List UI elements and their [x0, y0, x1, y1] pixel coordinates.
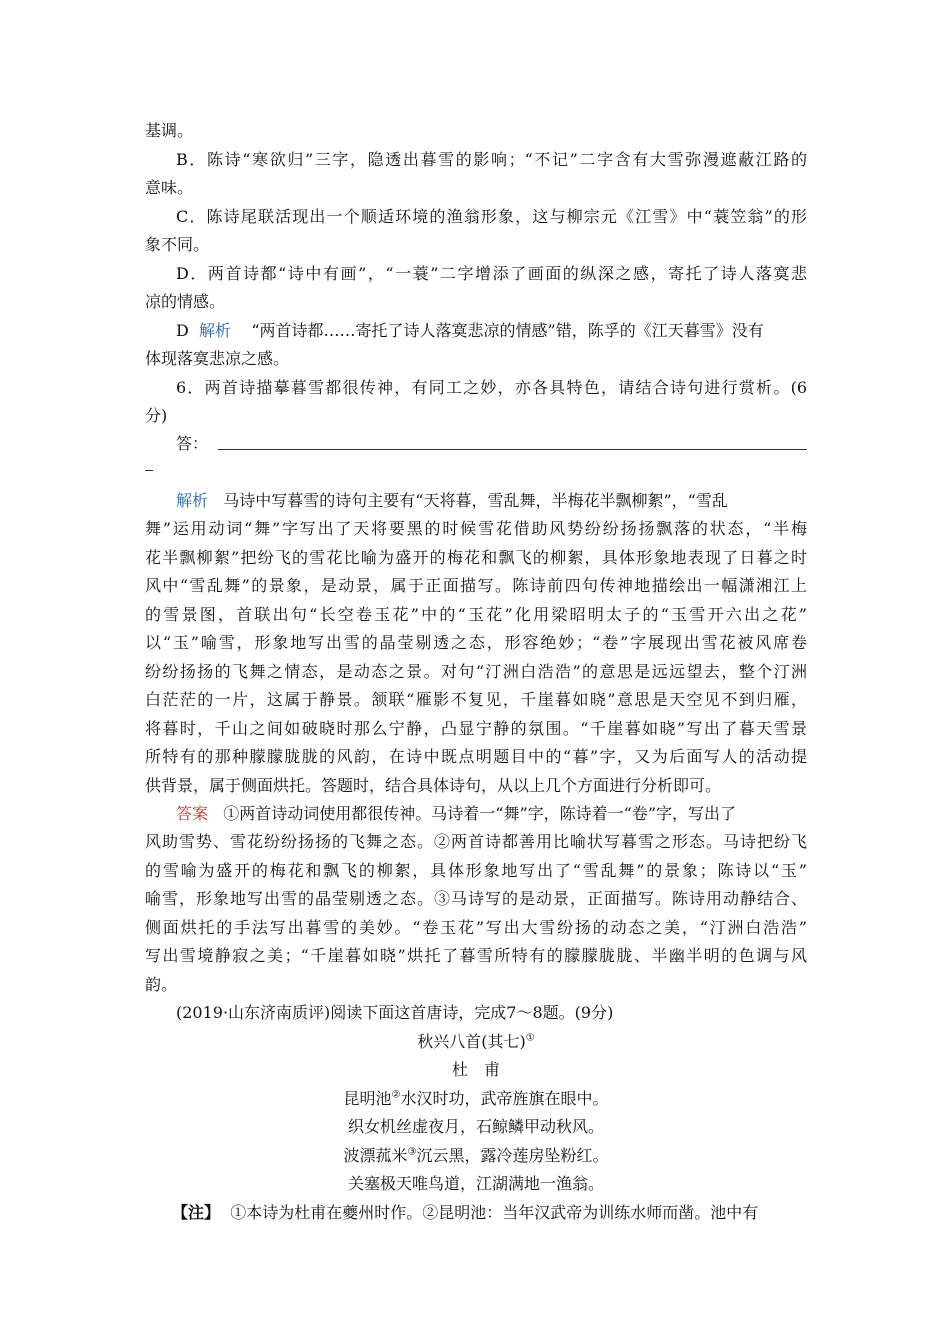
option-b-cont: 意味。: [145, 178, 194, 197]
analysis-6-line: 所特有的那种朦朦胧胧的风韵，在诗中既点明题目中的“暮”字，又为后面写人的活动提: [145, 747, 807, 766]
note-text: ①本诗为杜甫在夔州时作。②昆明池：当年汉武帝为训练水师而凿。池中有: [230, 1203, 759, 1222]
analysis-6-line: 供背景，属于侧面烘托。答题时，结合具体诗句，从以上几个方面进行分析即可。: [145, 776, 722, 795]
analysis-6-line: 纷纷扬扬的飞舞之情态，是动态之景。对句“汀洲白浩浩”的意思是远远望去，整个汀洲: [145, 662, 807, 681]
poem-title: 秋兴八首(其七)①: [417, 1032, 535, 1051]
note-line: [172, 1203, 812, 1223]
poem-line: 波漂菰米③沉云黑，露冷莲房坠粉红。: [343, 1146, 609, 1165]
answer-6-line: 喻雪，形象地写出雪的晶莹剔透之态。③马诗写的是动景，正面描写。陈诗用动静结合、: [145, 889, 807, 908]
analysis-6-line: 以“玉”喻雪，形象地写出雪的晶莹剔透之态，形容绝妙；“卷”字展现出雪花被风席卷: [145, 633, 807, 652]
analysis-6-line: 风中“雪乱舞”的景象，是动景，属于正面描写。陈诗前四句传神地描绘出一幅潇湘江上: [145, 576, 807, 595]
answer-blank-line: [218, 449, 807, 450]
answer-6-line: 韵。: [145, 975, 178, 994]
option-d-cont: 凉的情感。: [145, 292, 226, 311]
analysis-tag: 解析: [176, 491, 209, 510]
answer-5-line: [176, 321, 807, 341]
answer-6-line: 写出雪境静寂之美；“千崖暮如晓”烘托了暮雪所特有的朦朦胧胧、半幽半明的色调与风: [145, 946, 807, 965]
poem-line: 关塞极天唯鸟道，江湖满地一渔翁。: [347, 1174, 604, 1193]
answer-text: ①两首诗动词使用都很传神。马诗着一“舞”字，陈诗着一“卷”字，写出了: [223, 804, 737, 823]
footnote-marker: ③: [407, 1146, 417, 1158]
analysis-text: “两首诗都……寄托了诗人落寞悲凉的情感”错，陈孚的《江天暮雪》没有: [251, 321, 764, 340]
answer-label: 答：: [176, 434, 209, 453]
source-line: (2019·山东济南质评)阅读下面这首唐诗，完成7～8题。(9分): [176, 1003, 614, 1022]
answer-tag: 答案: [176, 804, 209, 823]
analysis-6-line: 舞”运用动词“舞”字写出了天将要黑的时候雪花借助风势纷纷扬扬飘落的状态，“半梅: [145, 519, 807, 538]
option-b: B．陈诗“寒欲归”三字，隐透出暮雪的影响；“不记”二字含有大雪弥漫遮蔽江路的: [176, 150, 807, 169]
note-tag: 【注】: [172, 1203, 221, 1222]
answer-6-line: 的雪喻为盛开的梅花和飘飞的柳絮，具体形象地写出了“雪乱舞”的景象；陈诗以“玉”: [145, 861, 807, 880]
option-c-cont: 象不同。: [145, 235, 210, 254]
answer-6-line: 风助雪势、雪花纷纷扬扬的飞舞之态。②两首诗都善用比喻状写暮雪之形态。马诗把纷飞: [145, 832, 807, 851]
analysis-6-line: 将暮时，千山之间如破晓时那么宁静，凸显宁静的氛围。“千崖暮如晓”写出了暮天雪景: [145, 719, 807, 738]
poem-author: 杜 甫: [451, 1060, 500, 1079]
text-line: 基调。: [145, 121, 194, 140]
poem-line: 昆明池②水汉时功，武帝旌旗在眼中。: [343, 1089, 609, 1108]
analysis-6-line: 白茫茫的一片，这属于静景。颔联“雁影不复见，千崖暮如晓”意思是天空见不到归雁，: [145, 690, 807, 709]
analysis-6-line: 的雪景图，首联出句“长空卷玉花”中的“玉花”化用梁昭明太子的“玉雪开六出之花”: [145, 605, 807, 624]
poem-line: 织女机丝虚夜月，石鲸鳞甲动秋风。: [347, 1117, 604, 1136]
analysis-cont: 体现落寞悲凉之感。: [145, 349, 290, 368]
footnote-marker: ②: [391, 1089, 401, 1101]
analysis-text: 马诗中写暮雪的诗句主要有“天将暮，雪乱舞，半梅花半飘柳絮”，“雪乱: [223, 491, 728, 510]
answer-6-line-1: [176, 804, 807, 824]
answer-blank-dash: [145, 470, 153, 471]
footnote-marker: ①: [525, 1032, 535, 1044]
analysis-6-line-1: [176, 491, 807, 511]
question-6: 6．两首诗描摹暮雪都很传神，有同工之妙，亦各具特色，请结合诗句进行赏析。(6: [176, 378, 807, 397]
question-6-cont: 分): [145, 406, 168, 425]
option-d: D．两首诗都“诗中有画”，“一蓑”二字增添了画面的纵深之感，寄托了诗人落寞悲: [176, 264, 807, 283]
analysis-6-line: 花半飘柳絮”把纷飞的雪花比喻为盛开的梅花和飘飞的柳絮，具体形象地表现了日暮之时: [145, 548, 807, 567]
analysis-tag: 解析: [199, 321, 232, 340]
option-c: C．陈诗尾联活现出一个顺适环境的渔翁形象，这与柳宗元《江雪》中“蓑笠翁”的形: [176, 207, 807, 226]
answer-5-letter: D: [176, 321, 189, 340]
answer-6-line: 侧面烘托的手法写出暮雪的美妙。“卷玉花”写出大雪纷扬的动态之美，“汀洲白浩浩”: [145, 918, 807, 937]
